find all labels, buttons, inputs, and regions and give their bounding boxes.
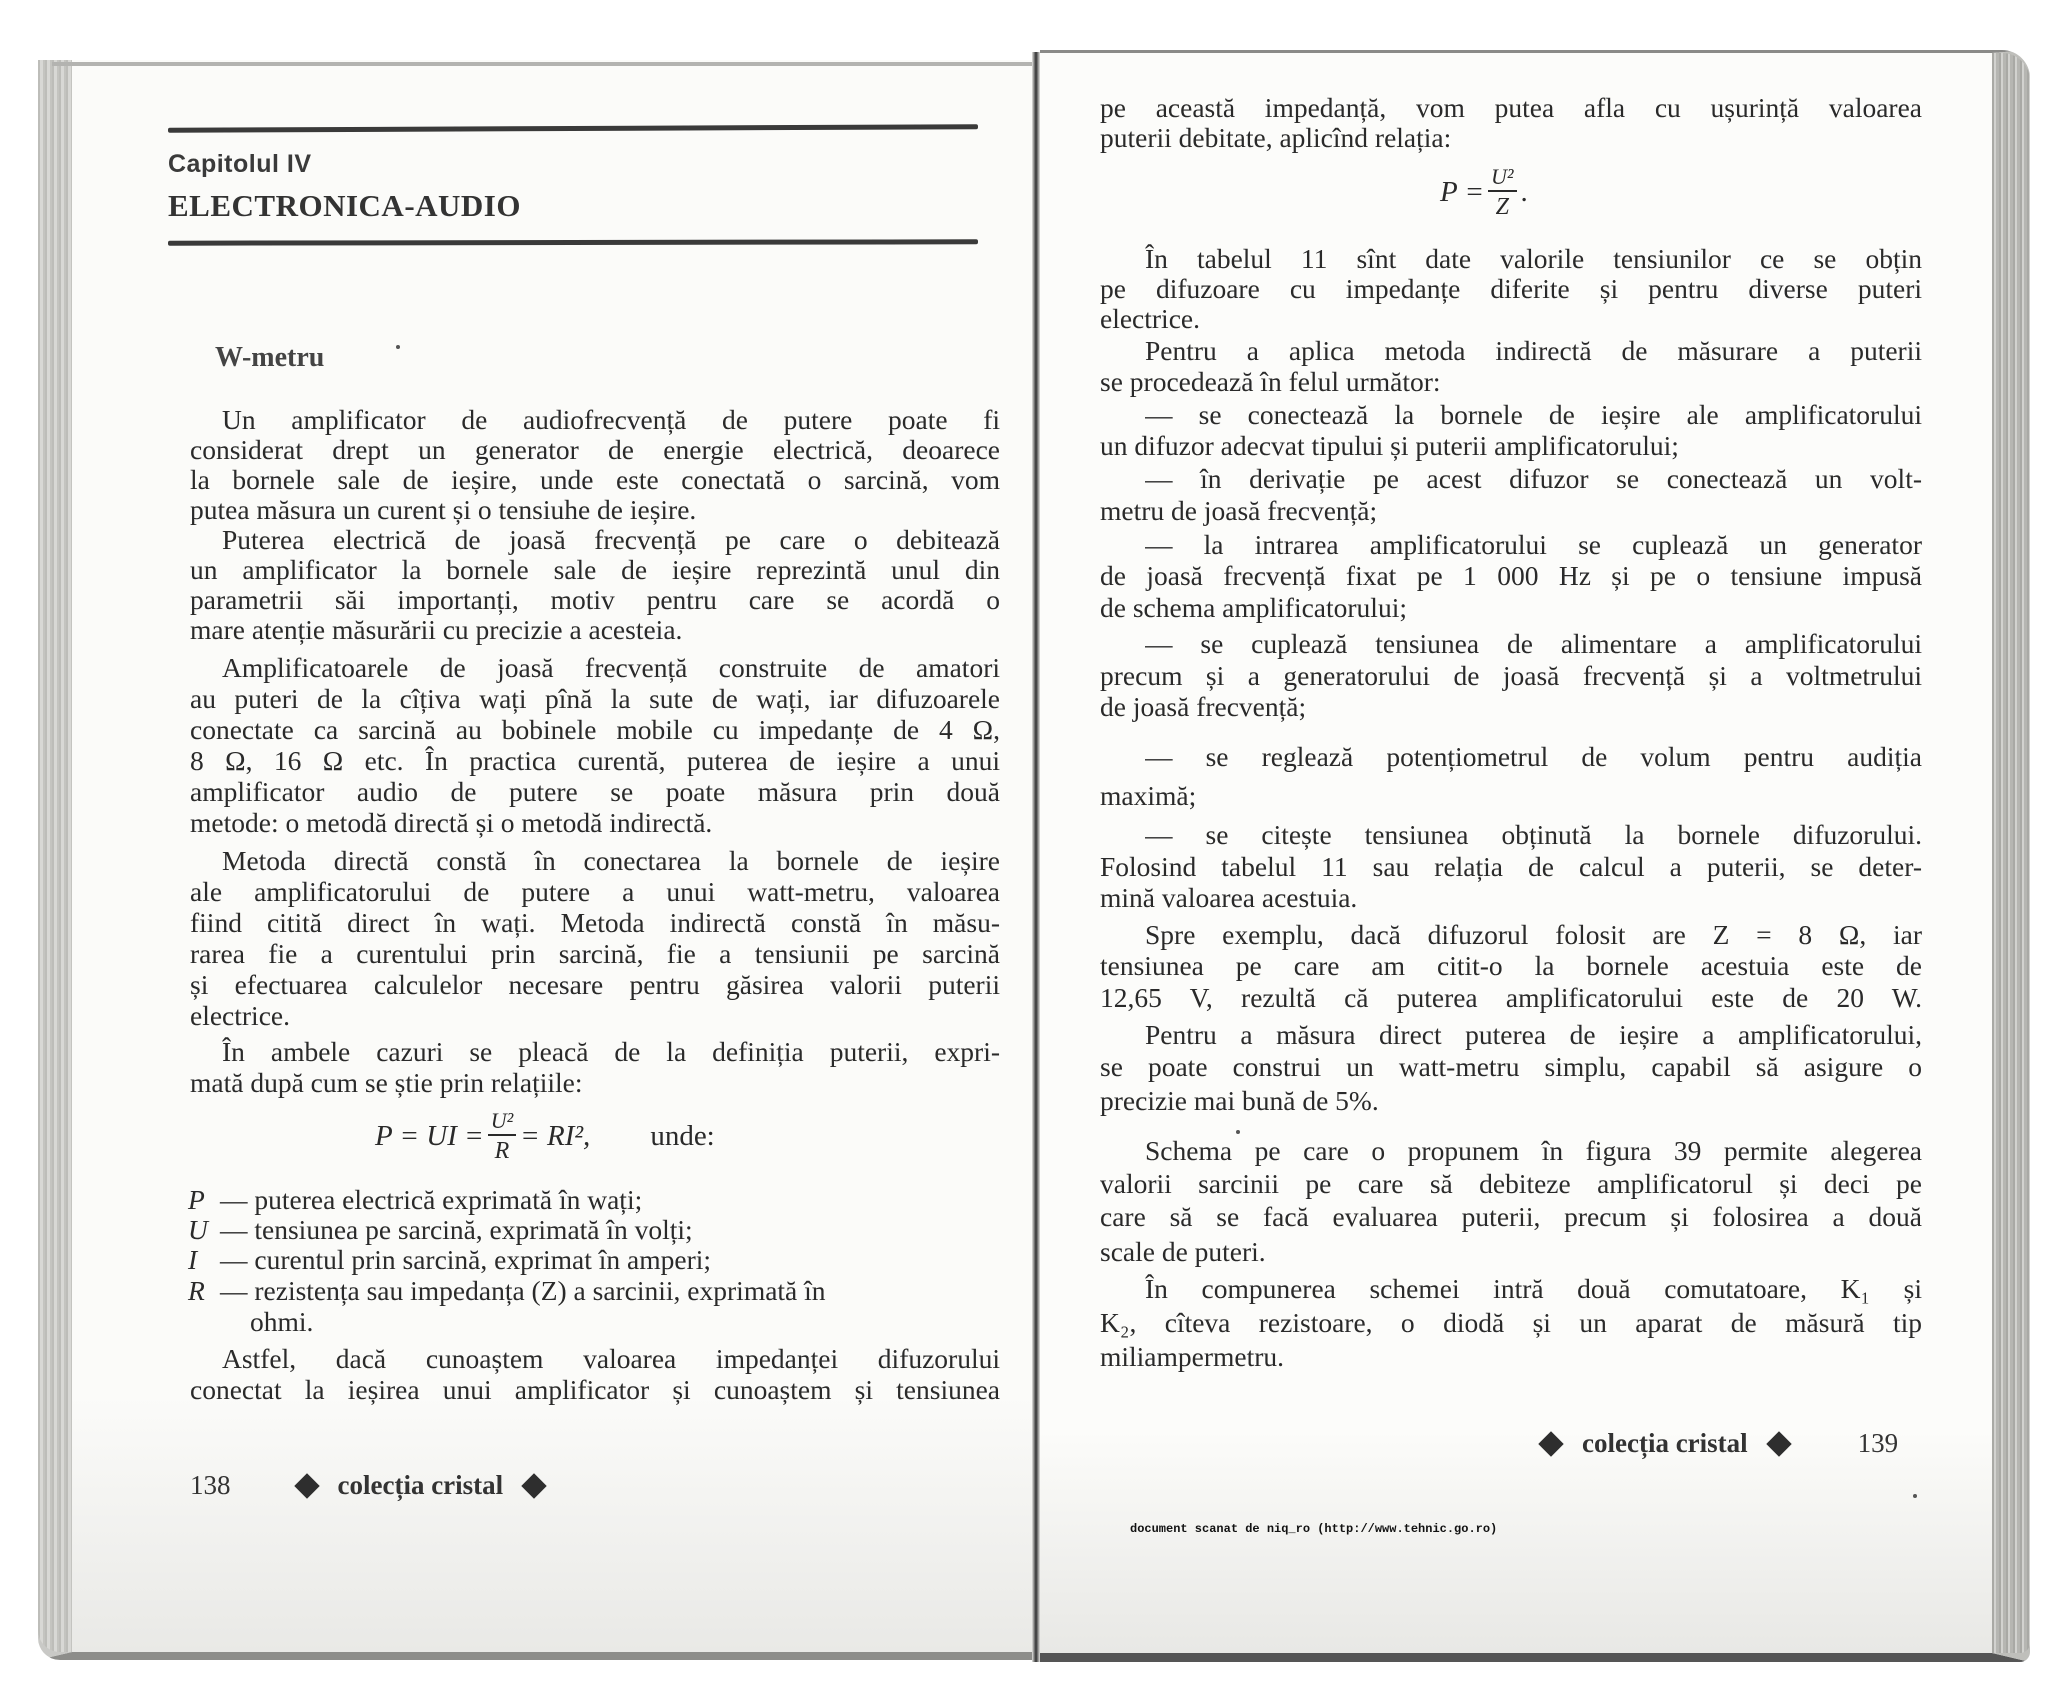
text-line: de schema amplificatorului; xyxy=(1100,592,1407,623)
text-line: un difuzor adecvat tipului și puterii amplificatorului; xyxy=(1100,430,1679,461)
definition-item xyxy=(188,1244,1008,1275)
text-line: conectate ca sarcină au bobinele mobile cu impedanțe de 4 Ω, xyxy=(190,714,1000,745)
text-line: pe difuzoare cu impedanțe diferite și pentru diverse puteri xyxy=(1100,273,1922,304)
formula-fraction xyxy=(488,1110,516,1163)
scan-speck xyxy=(396,345,400,349)
text-line: conectat la ieșirea unui amplificator și cunoaștem și tensiunea xyxy=(190,1374,1000,1405)
text-line: K₂, cîteva rezistoare, o diodă și un aparat de măsură tip xyxy=(1100,1307,1922,1338)
text-line: Amplificatoarele de joasă frecvență construite de amatori xyxy=(222,652,1000,683)
text-line: Folosind tabelul 11 sau relația de calcul a puterii, se deter- xyxy=(1100,851,1922,882)
scan-speck xyxy=(1236,1130,1240,1134)
text-line: tensiunea pe care am citit-o la bornele acestuia este de xyxy=(1100,950,1922,981)
diamond-ornament-icon xyxy=(521,1473,546,1498)
power-impedance-formula xyxy=(1440,166,1528,219)
text-line: Astfel, dacă cunoaștem valoarea impedanței difuzorului xyxy=(222,1343,1000,1374)
definition-item xyxy=(188,1275,1008,1306)
text-line: un amplificator la bornele sale de ieșire reprezintă unul din xyxy=(190,554,1000,585)
text-line: Metoda directă constă în conectarea la bornele de ieșire xyxy=(222,845,1000,876)
text-line: În compunerea schemei intră două comutatoare, K₁ și xyxy=(1145,1273,1922,1304)
definition-text: — puterea electrică exprimată în wați; xyxy=(220,1184,643,1215)
definition-symbol: I xyxy=(188,1244,198,1275)
page-footer-right xyxy=(1520,1428,1898,1459)
text-line: maximă; xyxy=(1100,780,1197,811)
text-line: mină valoarea acestuia. xyxy=(1100,882,1358,913)
definition-item xyxy=(188,1184,1008,1215)
text-line: miliampermetru. xyxy=(1100,1341,1285,1372)
diamond-ornament-icon xyxy=(1766,1431,1791,1456)
text-line: putea măsura un curent și o tensiuhe de ieșire. xyxy=(190,494,697,525)
definition-symbol: R xyxy=(188,1275,205,1306)
text-line: precizie mai bună de 5%. xyxy=(1100,1085,1379,1116)
text-line: metru de joasă frecvență; xyxy=(1100,495,1378,526)
text-line: de joasă frecvență fixat pe 1 000 Hz și pe o tensiune impusă xyxy=(1100,560,1922,591)
text-line: amplificator audio de putere se poate măsura prin două xyxy=(190,776,1000,807)
diamond-ornament-icon xyxy=(1538,1431,1563,1456)
text-line: — se conectează la bornele de ieșire ale amplificatorului xyxy=(1145,399,1922,430)
chapter-title: ELECTRONICA-AUDIO xyxy=(168,188,521,223)
scan-speck xyxy=(1913,1494,1917,1498)
power-formula xyxy=(375,1110,715,1163)
text-line: pe această impedanță, vom putea afla cu ușurință valoarea xyxy=(1100,92,1922,123)
text-line: — se citește tensiunea obținută la bornele difuzorului. xyxy=(1145,819,1922,850)
formula-numerator: U² xyxy=(1488,166,1516,192)
definition-text: — rezistența sau impedanța (Z) a sarcinii, exprimată în xyxy=(220,1275,826,1306)
diamond-ornament-icon xyxy=(294,1473,319,1498)
text-line: ale amplificatorului de putere a unui watt-metru, valoarea xyxy=(190,876,1000,907)
definition-symbol: P xyxy=(188,1184,205,1215)
formula-denominator: R xyxy=(494,1138,510,1164)
text-line: Schema pe care o propunem în figura 39 permite alegerea xyxy=(1145,1135,1922,1166)
series-name: colecția cristal xyxy=(1582,1428,1748,1458)
text-line: 12,65 V, rezultă că puterea amplificatorului este de 20 W. xyxy=(1100,982,1922,1013)
page-top-edge xyxy=(52,62,1034,66)
text-line: parametrii săi importanți, motiv pentru care se acordă o xyxy=(190,584,1000,615)
text-line: fiind citită direct în wați. Metoda indirectă constă în măsu- xyxy=(190,907,1000,938)
section-title: W-metru xyxy=(215,342,325,373)
text-line: la bornele sale de ieșire, unde este conectată o sarcină, vom xyxy=(190,464,1000,495)
formula-tail: . xyxy=(1520,176,1528,208)
page-footer-left xyxy=(190,1470,565,1501)
text-line: Un amplificator de audiofrecvență de putere poate fi xyxy=(222,404,1000,435)
text-line: rarea fie a curentului prin sarcină, fie a tensiunii pe sarcină xyxy=(190,938,1000,969)
text-line: mare atenție măsurării cu precizie a acesteia. xyxy=(190,614,683,645)
text-line: Spre exemplu, dacă difuzorul folosit are Z = 8 Ω, iar xyxy=(1145,919,1922,950)
text-line: scale de puteri. xyxy=(1100,1236,1266,1267)
text-line: au puteri de la cîțiva wați pînă la sute de wați, iar difuzoarele xyxy=(190,683,1000,714)
formula-tail: unde: xyxy=(650,1120,715,1152)
text-line: — se cuplează tensiunea de alimentare a amplificatorului xyxy=(1145,628,1922,659)
formula-denominator: Z xyxy=(1495,194,1509,220)
definition-item xyxy=(188,1214,1008,1245)
text-line: metode: o metodă directă și o metodă indirectă. xyxy=(190,807,713,838)
definition-symbol: U xyxy=(188,1214,208,1245)
page-number: 139 xyxy=(1857,1428,1899,1458)
formula-rhs: = RI², xyxy=(520,1120,591,1152)
text-line: se procedează în felul următor: xyxy=(1100,366,1441,397)
text-line: mată după cum se știe prin relațiile: xyxy=(190,1067,583,1098)
text-line: considerat drept un generator de energie electrică, deoarece xyxy=(190,434,1000,465)
text-line: — în derivație pe acest difuzor se conectează un volt- xyxy=(1145,463,1922,494)
text-line: se poate construi un watt-metru simplu, capabil să asigure o xyxy=(1100,1051,1922,1082)
text-line: În ambele cazuri se pleacă de la definiția puterii, expri- xyxy=(222,1036,1000,1067)
text-line: și efectuarea calculelor necesare pentru găsirea valorii puterii xyxy=(190,969,1000,1000)
book-spine xyxy=(1032,52,1040,1662)
text-line: — la intrarea amplificatorului se cuplează un generator xyxy=(1145,529,1922,560)
formula-fraction xyxy=(1488,166,1516,219)
chapter-label: Capitolul IV xyxy=(168,150,312,178)
formula-lhs: P = xyxy=(1440,176,1485,208)
text-line: electrice. xyxy=(1100,303,1200,334)
text-line: 8 Ω, 16 Ω etc. În practica curentă, puterea de ieșire a unui xyxy=(190,745,1000,776)
text-line: puterii debitate, aplicînd relația: xyxy=(1100,122,1452,153)
formula-numerator: U² xyxy=(488,1110,516,1136)
text-line: Pentru a aplica metoda indirectă de măsurare a puterii xyxy=(1145,335,1922,366)
text-line: care să se facă evaluarea puterii, precum și folosirea a două xyxy=(1100,1201,1922,1232)
definition-text: — curentul prin sarcină, exprimat în amperi; xyxy=(220,1244,712,1275)
definition-continuation: ohmi. xyxy=(250,1306,314,1337)
text-line: — se reglează potențiometrul de volum pentru audiția xyxy=(1145,741,1922,772)
formula-lhs: P = UI = xyxy=(375,1120,484,1152)
text-line: Pentru a măsura direct puterea de ieșire a amplificatorului, xyxy=(1145,1019,1922,1050)
text-line: precum și a generatorului de joasă frecvență și a voltmetrului xyxy=(1100,660,1922,691)
definition-text: — tensiunea pe sarcină, exprimată în volți; xyxy=(220,1214,693,1245)
series-name: colecția cristal xyxy=(337,1470,504,1500)
text-line: valorii sarcinii pe care să debiteze amplificatorul și deci pe xyxy=(1100,1168,1922,1199)
text-line: electrice. xyxy=(190,1000,290,1031)
page-number: 138 xyxy=(190,1470,231,1500)
text-line: de joasă frecvență; xyxy=(1100,691,1307,722)
scan-credit: document scanat de niq_ro (http://www.tehnic.go.ro) xyxy=(1130,1522,1498,1536)
text-line: Puterea electrică de joasă frecvență pe care o debitează xyxy=(222,524,1000,555)
text-line: În tabelul 11 sînt date valorile tensiunilor ce se obțin xyxy=(1145,243,1922,274)
